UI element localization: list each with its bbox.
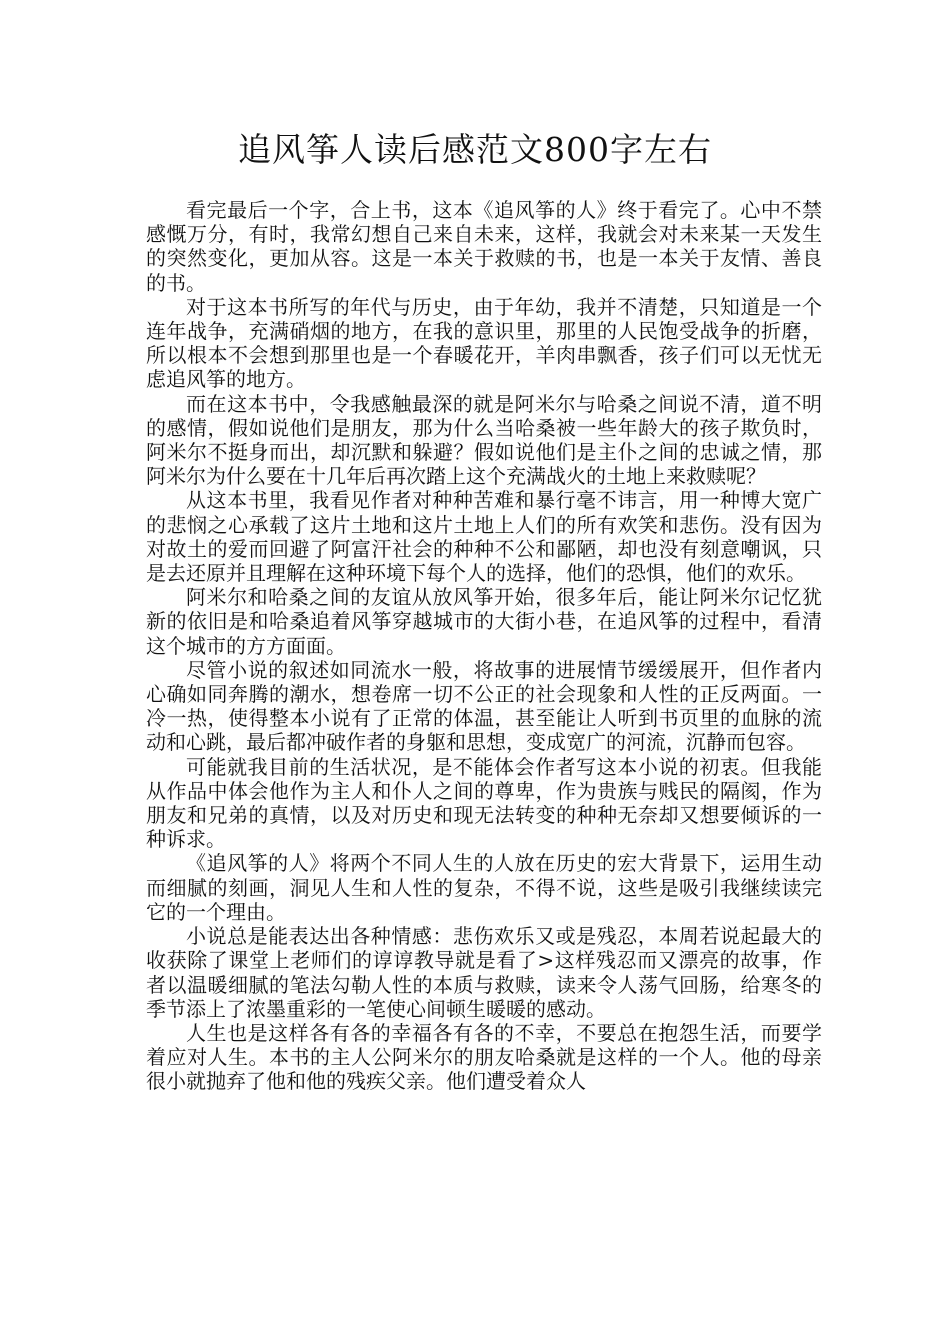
paragraph: 看完最后一个字，合上书，这本《追风筝的人》终于看完了。心中不禁感慨万分，有时，我常幻想自己来自未来，这样，我就会对未来某一天发生的突然变化，更加从容。这是一本关于救赎的书，也是一本关于友情、善良的书。	[146, 198, 822, 295]
paragraph: 《追风筝的人》将两个不同人生的人放在历史的宏大背景下，运用生动而细腻的刻画，洞见人生和人性的复杂，不得不说，这些是吸引我继续读完它的一个理由。	[146, 851, 822, 924]
document-body	[146, 198, 822, 1094]
document-title: 追风筝人读后感范文800字左右	[238, 130, 712, 169]
paragraph: 人生也是这样各有各的幸福各有各的不幸，不要总在抱怨生活，而要学着应对人生。本书的主人公阿米尔的朋友哈桑就是这样的一个人。他的母亲很小就抛弃了他和他的残疾父亲。他们遭受着众人	[146, 1020, 822, 1094]
paragraph: 而在这本书中，令我感触最深的就是阿米尔与哈桑之间说不清，道不明的感情，假如说他们是朋友，那为什么当哈桑被一些年龄大的孩子欺负时，阿米尔不挺身而出，却沉默和躲避？假如说他们是主仆之间的忠诚之情，那阿米尔为什么要在十几年后再次踏上这个充满战火的土地上来救赎呢？	[146, 391, 822, 489]
paragraph: 小说总是能表达出各种情感：悲伤欢乐又或是残忍，本周若说起最大的收获除了课堂上老师们的谆谆教导就是看了>这样残忍而又漂亮的故事，作者以温暖细腻的笔法勾勒人性的本质与救赎，读来令人荡气回肠，给寒冬的季节添上了浓墨重彩的一笔使心间顿生暖暖的感动。	[146, 924, 822, 1021]
paragraph: 阿米尔和哈桑之间的友谊从放风筝开始，很多年后，能让阿米尔记忆犹新的依旧是和哈桑追着风筝穿越城市的大街小巷，在追风筝的过程中，看清这个城市的方方面面。	[146, 585, 822, 658]
paragraph: 可能就我目前的生活状况，是不能体会作者写这本小说的初衷。但我能从作品中体会他作为主人和仆人之间的尊卑，作为贵族与贱民的隔阂，作为朋友和兄弟的真情，以及对历史和现无法转变的种种无奈却又想要倾诉的一种诉求。	[146, 754, 822, 852]
paragraph: 从这本书里，我看见作者对种种苦难和暴行毫不讳言，用一种博大宽广的悲悯之心承载了这片土地和这片土地上人们的所有欢笑和悲伤。没有因为对故土的爱而回避了阿富汗社会的种种不公和鄙陋，却也没有刻意嘲讽，只是去还原并且理解在这种环境下每个人的选择，他们的恐惧，他们的欢乐。	[146, 488, 822, 586]
paragraph: 尽管小说的叙述如同流水一般，将故事的进展情节缓缓展开，但作者内心确如同奔腾的潮水，想卷席一切不公正的社会现象和人性的正反两面。一冷一热，使得整本小说有了正常的体温，甚至能让人听到书页里的血脉的流动和心跳，最后都冲破作者的身躯和思想，变成宽广的河流，沉静而包容。	[146, 657, 822, 755]
paragraph: 对于这本书所写的年代与历史，由于年幼，我并不清楚，只知道是一个连年战争，充满硝烟的地方，在我的意识里，那里的人民饱受战争的折磨，所以根本不会想到那里也是一个春暖花开，羊肉串飘香，孩子们可以无忧无虑追风筝的地方。	[146, 294, 822, 392]
